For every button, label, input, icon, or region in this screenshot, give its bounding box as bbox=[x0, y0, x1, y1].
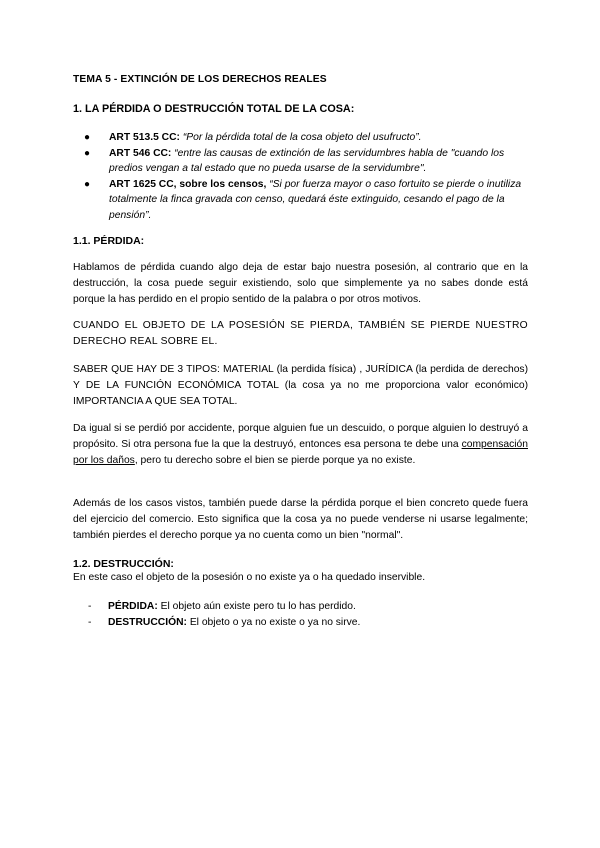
bullet-icon: ● bbox=[84, 178, 91, 190]
list-item bbox=[84, 130, 530, 146]
definitions-list bbox=[88, 599, 528, 631]
section-heading-1-1: 1.1. PÉRDIDA: bbox=[73, 235, 145, 247]
bullet-icon: ● bbox=[84, 132, 91, 143]
paragraph-accident bbox=[73, 421, 528, 469]
paragraph-types: SABER QUE HAY DE 3 TIPOS: MATERIAL (la perdida física) , JURÍDICA (la perdida de derechos) Y DE LA FUNCIÓN ECONÓMICA TOTAL (la cosa ya no me proporciona valor económico) IMPORTANCIA A QUE SEA TOTAL. bbox=[73, 364, 528, 407]
compensation-link: compensación por los daños bbox=[73, 439, 528, 466]
definition-term: DESTRUCCIÓN: bbox=[108, 617, 187, 628]
definition-text: El objeto aún existe pero tu lo has perdido. bbox=[157, 601, 356, 612]
paragraph-commerce: Además de los casos vistos, también puede darse la pérdida porque el bien concreto quede fuera del ejercicio del comercio. Esto significa que la cosa ya no puede venderse ni usarse legalmente; también pierdes el derecho porque ya no cuenta como un bien "normal". bbox=[73, 498, 528, 541]
list-item bbox=[88, 599, 528, 615]
definition-term: PÉRDIDA: bbox=[108, 601, 158, 612]
section-heading-1: 1. LA PÉRDIDA O DESTRUCCIÓN TOTAL DE LA COSA: bbox=[73, 103, 355, 115]
paragraph-perdida: Hablamos de pérdida cuando algo deja de estar bajo nuestra posesión, al contrario que en la destrucción, la cosa puede seguir existiendo, solo que simplemente ya no sabes donde está porque la has perdido en el propio sentido de la palabra o por otros motivos. bbox=[73, 262, 528, 305]
list-item bbox=[88, 615, 528, 631]
list-item bbox=[84, 146, 530, 177]
article-ref: ART 513.5 CC: bbox=[109, 132, 180, 143]
list-item bbox=[84, 177, 530, 224]
paragraph-text: , pero tu derecho sobre el bien se pierde porque ya no existe. bbox=[134, 455, 416, 466]
definition-text: El objeto o ya no existe o ya no sirve. bbox=[186, 617, 361, 628]
paragraph-caps-rule: CUANDO EL OBJETO DE LA POSESIÓN SE PIERDA, TAMBIÉN SE PIERDE NUESTRO DERECHO REAL SOBRE EL. bbox=[73, 320, 528, 347]
bullet-icon: ● bbox=[84, 147, 91, 159]
dash-bullet: - bbox=[88, 617, 92, 628]
article-quote: “Por la pérdida total de la cosa objeto del usufructo”. bbox=[182, 132, 422, 143]
articles-list bbox=[84, 130, 530, 223]
article-ref: ART 546 CC: bbox=[109, 147, 172, 159]
dash-bullet: - bbox=[88, 601, 92, 612]
paragraph-destruccion-intro: En este caso el objeto de la posesión o no existe ya o ha quedado inservible. bbox=[73, 572, 426, 583]
document-title: TEMA 5 - EXTINCIÓN DE LOS DERECHOS REALES bbox=[73, 74, 327, 85]
section-heading-1-2: 1.2. DESTRUCCIÓN: bbox=[73, 558, 174, 570]
article-quote: “entre las causas de extinción de las servidumbres habla de "cuando los predios vengan a tal estado que no pueda usarse de la servidumbre". bbox=[109, 147, 505, 174]
article-ref: ART 1625 CC, sobre los censos, bbox=[109, 178, 267, 190]
article-quote: “Si por fuerza mayor o caso fortuito se pierde o inutiliza totalmente la finca gravada con censo, quedará éste extinguido, cesando el pago de la pensión”. bbox=[109, 178, 522, 221]
paragraph-text: Da igual si se perdió por accidente, porque alguien fue un descuido, o porque alguien lo destruyó a propósito. Si otra persona fue la que la destruyó, entonces esa persona te debe una bbox=[73, 423, 528, 450]
